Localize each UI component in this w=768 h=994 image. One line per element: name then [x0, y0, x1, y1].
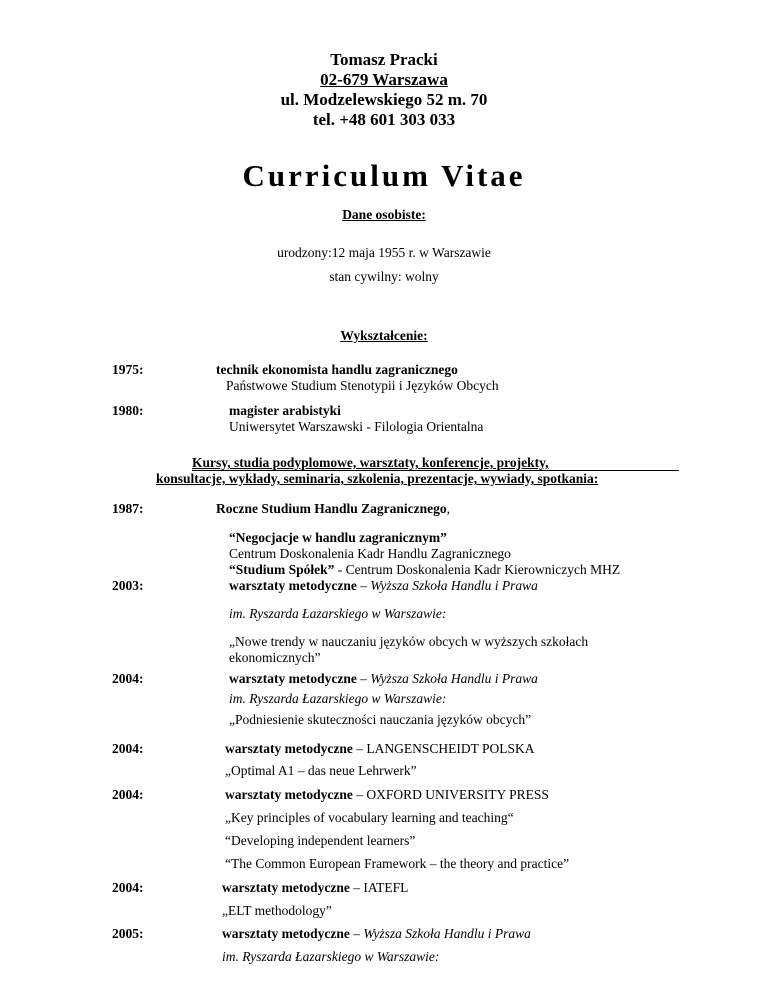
course-school-name: im. Ryszarda Łazarskiego w Warszawie: — [229, 691, 447, 706]
course-topic: „Nowe trendy w nauczaniu języków obcych w wyższych szkołach — [229, 634, 589, 649]
education-school: Uniwersytet Warszawski - Filologia Orientalna — [229, 419, 484, 434]
course-year: 2003: — [112, 578, 144, 593]
education-title: technik ekonomista handlu zagranicznego — [216, 362, 458, 377]
education-title: magister arabistyki — [229, 403, 341, 418]
personal-heading: Dane osobiste: — [342, 207, 426, 222]
course-2004-iatefl: warsztaty metodyczne – IATEFL — [222, 880, 409, 895]
course-2004-oxford: warsztaty metodyczne – OXFORD UNIVERSITY PRESS — [225, 787, 549, 802]
phone-number: tel. +48 601 303 033 — [312, 110, 456, 129]
course-2004-lazarski: warsztaty metodyczne – Wyższa Szkoła Handlu i Prawa — [229, 671, 538, 686]
education-school: Państwowe Studium Stenotypii i Języków Obcych — [226, 378, 499, 393]
course-school-name: im. Ryszarda Łazarskiego w Warszawie: — [229, 606, 447, 621]
course-topic: „Podniesienie skuteczności nauczania języków obcych” — [229, 712, 532, 727]
page-title: Curriculum Vitae — [242, 158, 526, 193]
course-studium-spolek: “Studium Spółek” - Centrum Doskonalenia Kadr Kierowniczych MHZ — [229, 562, 621, 577]
education-heading: Wykształcenie: — [340, 328, 428, 343]
education-year: 1980: — [112, 403, 144, 418]
course-year: 2004: — [112, 671, 144, 686]
address-city: 02-679 Warszawa — [320, 70, 448, 89]
course-year: 2005: — [112, 926, 144, 941]
course-year: 2004: — [112, 787, 144, 802]
author-name: Tomasz Pracki — [330, 50, 438, 69]
course-year: 2004: — [112, 880, 144, 895]
course-school-name: im. Ryszarda Łazarskiego w Warszawie: — [222, 949, 440, 964]
birth-info: urodzony:12 maja 1955 r. w Warszawie — [277, 245, 491, 260]
education-year: 1975: — [112, 362, 144, 377]
course-topic: „ELT methodology” — [222, 903, 332, 918]
courses-heading-line-2: konsultacje, wykłady, seminaria, szkolenia, prezentacje, wywiady, spotkania: — [156, 471, 599, 486]
course-topic: „Optimal A1 – das neue Lehrwerk” — [225, 763, 417, 778]
course-topic: „Key principles of vocabulary learning and teaching“ — [225, 810, 514, 825]
course-2003: warsztaty metodyczne – Wyższa Szkoła Handlu i Prawa — [229, 578, 538, 593]
course-centrum: Centrum Doskonalenia Kadr Handlu Zagranicznego — [229, 546, 511, 561]
address-street: ul. Modzelewskiego 52 m. 70 — [280, 90, 488, 109]
course-topic: ekonomicznych” — [229, 650, 321, 665]
course-topic: “Developing independent learners” — [225, 833, 416, 848]
marital-status: stan cywilny: wolny — [329, 269, 439, 284]
course-year: 1987: — [112, 501, 144, 516]
course-1987: Roczne Studium Handlu Zagranicznego, — [216, 501, 451, 516]
courses-heading-line-1: Kursy, studia podyplomowe, warsztaty, konferencje, projekty, — [192, 455, 679, 471]
course-2005: warsztaty metodyczne – Wyższa Szkoła Handlu i Prawa — [222, 926, 531, 941]
course-year: 2004: — [112, 741, 144, 756]
course-2004-langenscheidt: warsztaty metodyczne – LANGENSCHEIDT POLSKA — [225, 741, 535, 756]
course-negocjacje: “Negocjacje w handlu zagranicznym” — [229, 530, 447, 545]
course-topic: “The Common European Framework – the theory and practice” — [225, 856, 570, 871]
